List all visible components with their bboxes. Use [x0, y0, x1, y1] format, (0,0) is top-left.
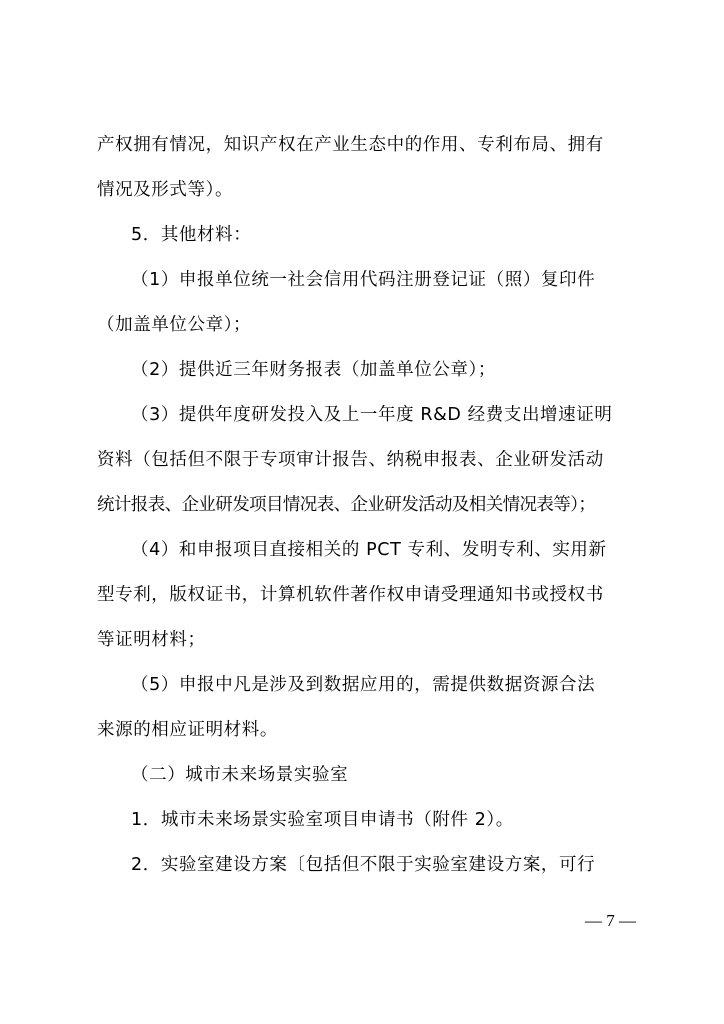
body-line-1: 产权拥有情况，知识产权在产业生态中的作用、专利布局、拥有 — [97, 135, 604, 155]
page-number: — 7 — — [585, 911, 636, 930]
body-line-10: （4）和申报项目直接相关的 PCT 专利、发明专利、实用新 — [131, 540, 607, 560]
body-line-3: 5．其他材料： — [131, 225, 252, 245]
body-line-6: （2）提供近三年财务报表（加盖单位公章）； — [131, 360, 496, 380]
section-heading: （二）城市未来场景实验室 — [131, 765, 349, 785]
body-line-17: 2．实验室建设方案〔包括但不限于实验室建设方案，可行 — [131, 855, 596, 875]
body-line-12: 等证明材料； — [97, 630, 206, 650]
body-line-8: 资料（包括但不限于专项审计报告、纳税申报表、企业研发活动 — [97, 450, 604, 470]
body-line-2: 情况及形式等）。 — [97, 180, 234, 200]
body-line-9: 统计报表、企业研发项目情况表、企业研发活动及相关情况表等）； — [97, 495, 596, 515]
body-line-7: （3）提供年度研发投入及上一年度 R&D 经费支出增速证明 — [131, 405, 613, 425]
body-line-4: （1）申报单位统一社会信用代码注册登记证（照）复印件 — [131, 270, 596, 290]
body-line-16: 1．城市未来场景实验室项目申请书（附件 2）。 — [131, 810, 514, 830]
body-line-5: （加盖单位公章）； — [97, 315, 252, 335]
body-line-14: 来源的相应证明材料。 — [97, 720, 278, 740]
body-line-13: （5）申报中凡是涉及到数据应用的，需提供数据资源合法 — [131, 675, 596, 695]
body-line-11: 型专利，版权证书，计算机软件著作权申请受理通知书或授权书 — [97, 585, 604, 605]
